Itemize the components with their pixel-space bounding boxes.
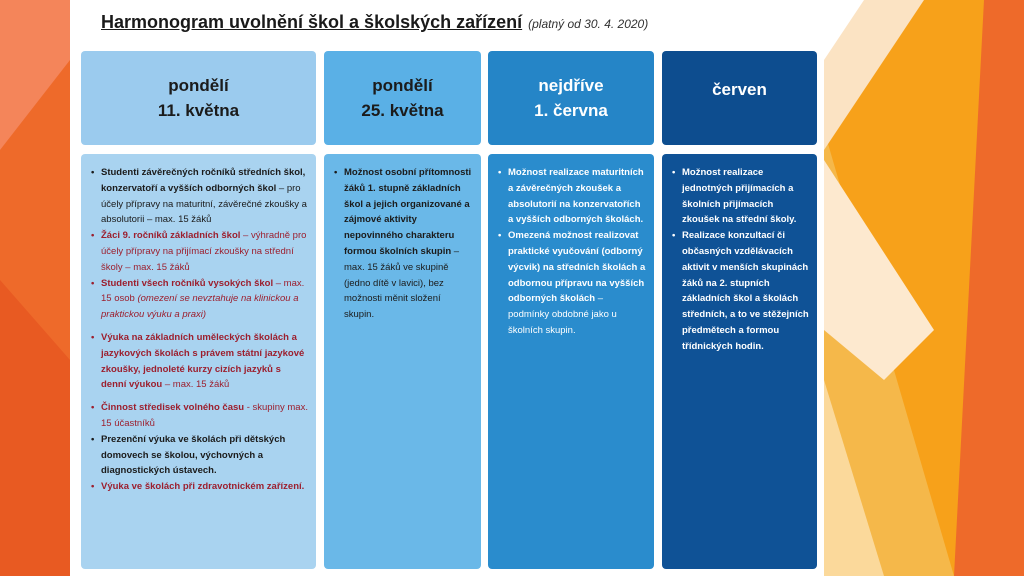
column-2-header-line1: pondělí [372,76,433,95]
title-subtitle: (platný od 30. 4. 2020) [528,17,649,31]
list-item: • Možnost osobní přítomnosti žáků 1. stupně základních škol a jejich organizované a zájmové aktivity nepovinného charakteru formou školních skupin – max. 15 žáků ve skupině (jedno dítě v lavici), bez možnosti měnit složení skupin. [334,165,473,323]
column-3-header-line2: 1. června [534,101,608,120]
column-1-header [81,51,316,145]
column-1-body [81,154,316,569]
column-2-header-line2: 25. května [361,101,444,120]
column-3-header-line1: nejdříve [538,76,604,95]
column-4-header [662,51,817,145]
right-decoration [824,0,1024,576]
list-item: • Realizace konzultací či občasných vzdělávacích aktivit v menších skupinách žáků na 2. stupních základních škol a školách středních, a to ve stěžejních předmětech a formou třídnických hodin. [672,228,809,354]
left-decoration [0,0,70,576]
list-item: • Prezenční výuka ve školách při dětských domovech se školou, výchovných a diagnostických ústavech. [91,432,308,479]
column-1-header-line2: 11. května [157,101,240,120]
list-item: • Omezená možnost realizovat praktické vyučování (odborný výcvik) na středních školách a odbornou přípravu na vyšších odborných školách – podmínky obdobné jako u školních skupin. [498,228,646,339]
list-item: • Studenti závěrečných ročníků středních škol, konzervatoří a vyšších odborných škol – pro účely přípravy na maturitní, závěrečné zkoušky a absolutorii – max. 15 žáků [91,165,308,228]
page-title [101,12,648,33]
list-item: • Možnost realizace maturitních a závěrečných zkoušek a absolutorií na konzervatořích a vyšších odborných školách. [498,165,646,228]
column-2-header [324,51,481,145]
column-4-header-line1: červen [712,80,767,99]
list-item: • Možnost realizace jednotných přijímacích a školních přijímacích zkoušek na střední školy. [672,165,809,228]
list-item: • Činnost středisek volného času - skupiny max. 15 účastníků [91,400,308,432]
column-4-body [662,154,817,569]
list-item: • Výuka na základních uměleckých školách a jazykových školách s právem státní jazykové zkoušky, jednoleté kurzy cizích jazyků s denní výukou – max. 15 žáků [91,330,308,393]
list-item: • Žáci 9. ročníků základních škol – výhradně pro účely přípravy na přijímací zkoušky na střední školy – max. 15 žáků [91,228,308,275]
list-item: • Výuka ve školách při zdravotnickém zařízení. [91,479,308,495]
list-item: • Studenti všech ročníků vysokých škol – max. 15 osob (omezení se nevztahuje na klinickou a praktickou výuku a praxi) [91,276,308,323]
column-3-body [488,154,654,569]
column-3-header [488,51,654,145]
column-2-body [324,154,481,569]
column-1-header-line1: pondělí [168,76,229,95]
title-main: Harmonogram uvolnění škol a školských zařízení [101,12,523,32]
